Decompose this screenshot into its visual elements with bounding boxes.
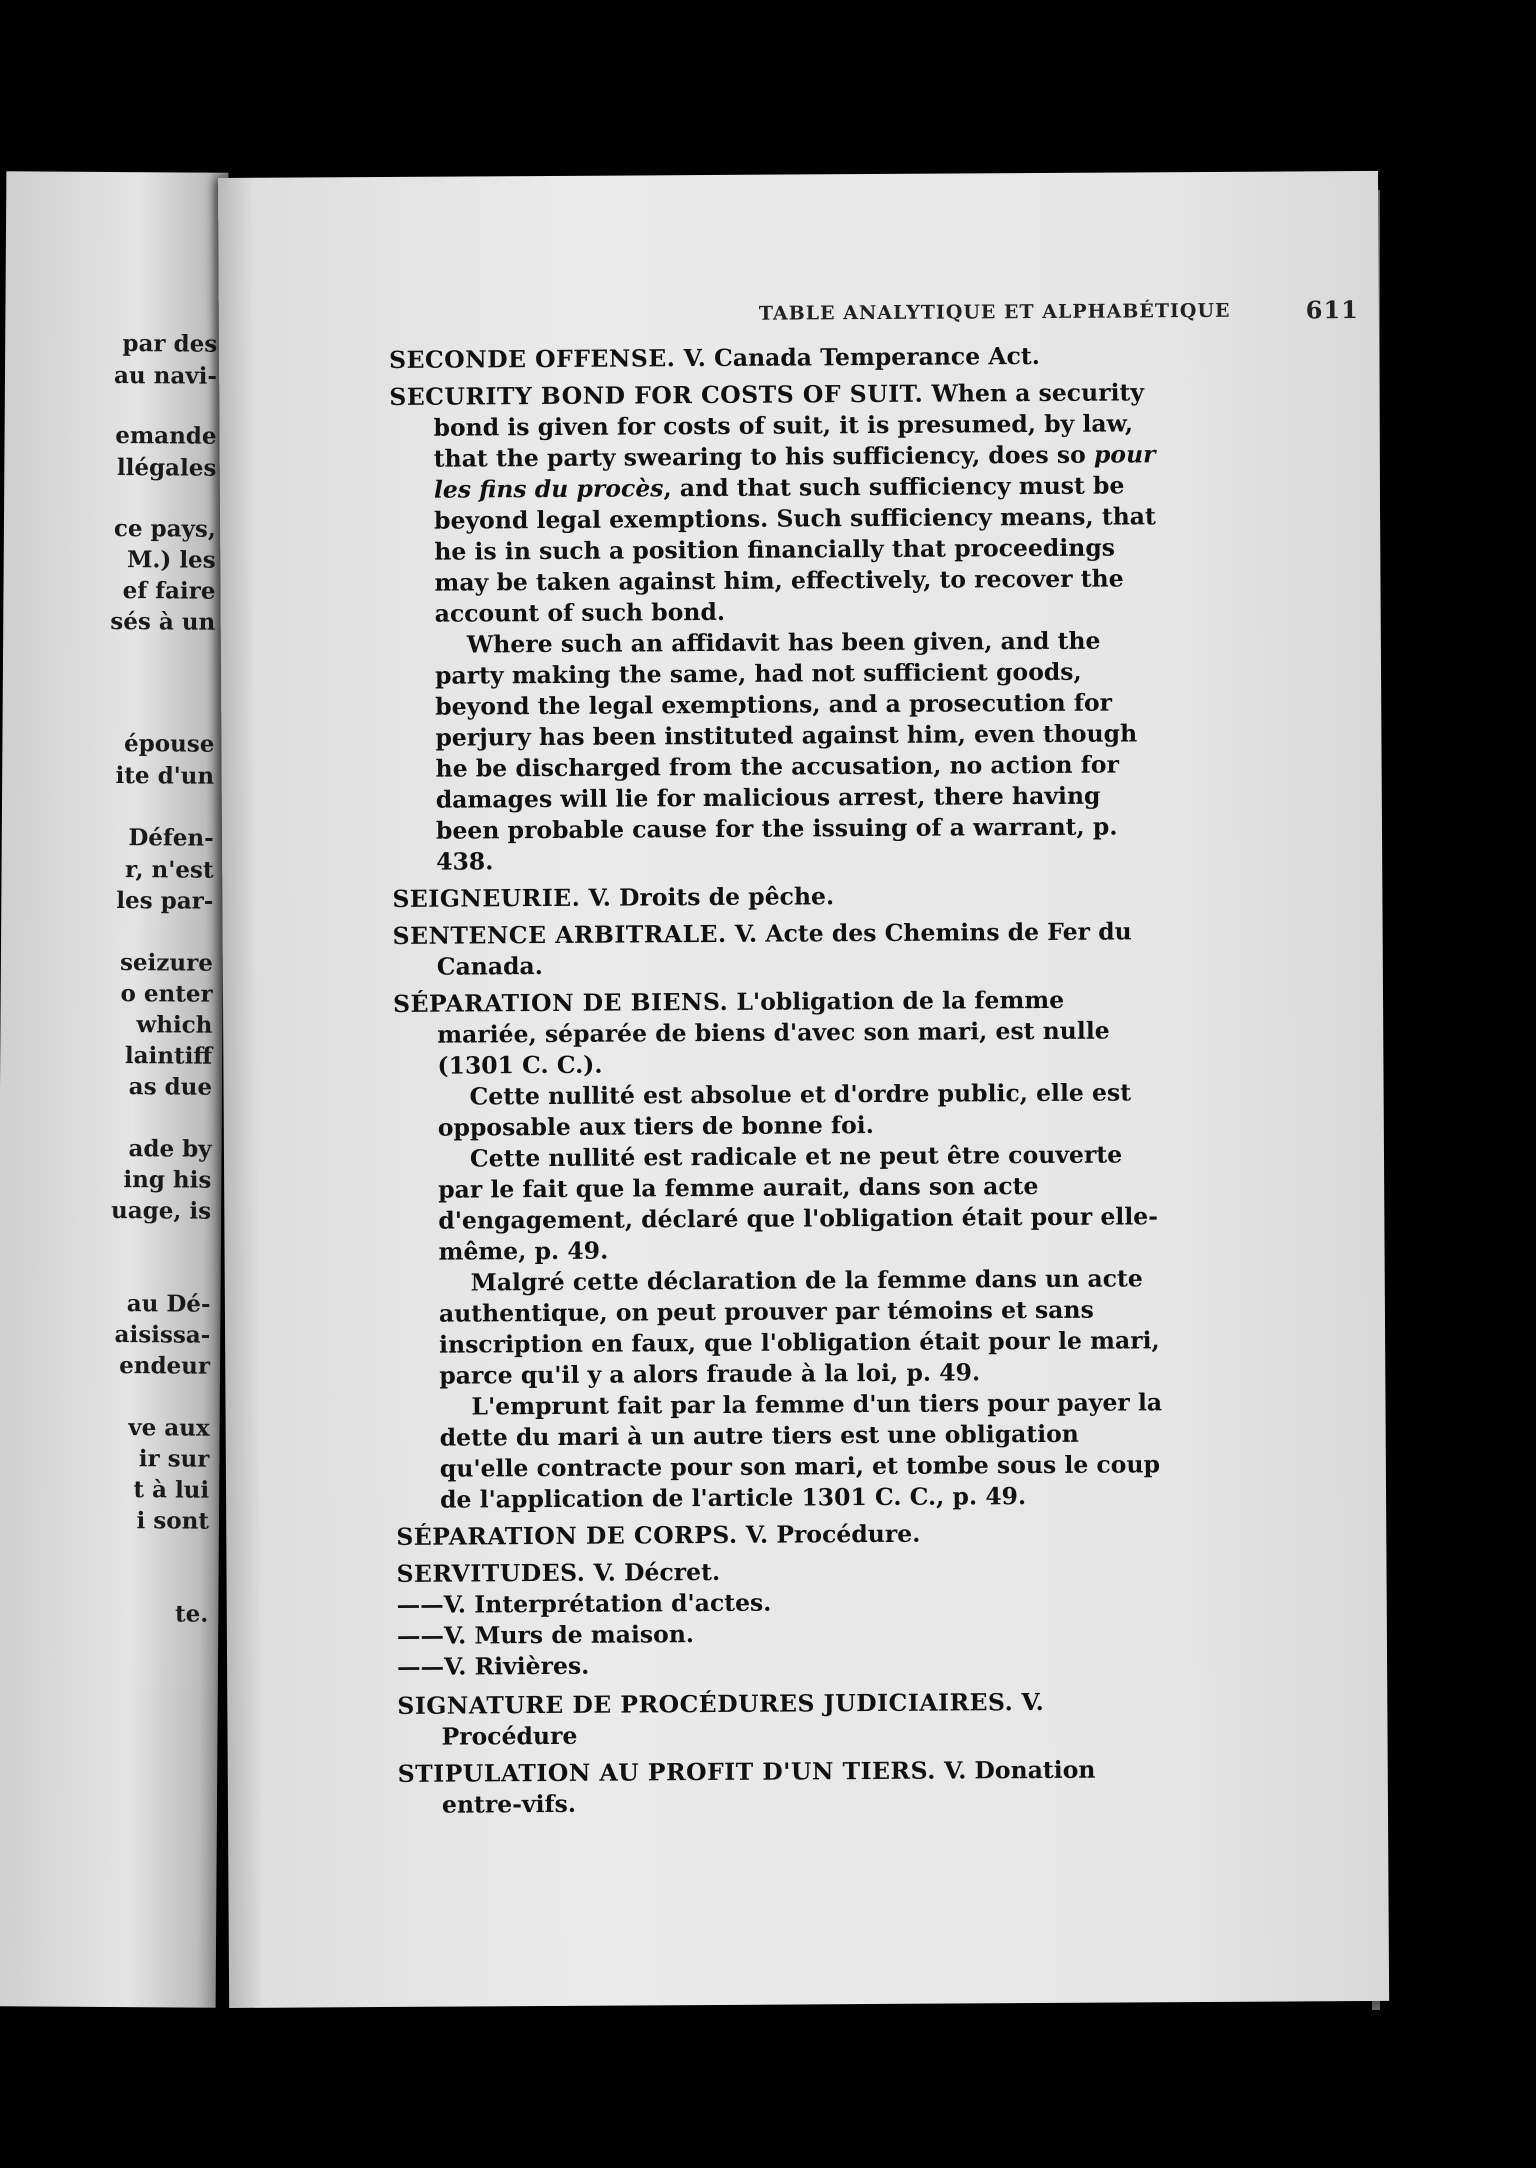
- entry-text: V. Procédure: [441, 1687, 1044, 1751]
- sub-entry: ——V. Interprétation d'actes.: [396, 1588, 772, 1619]
- entry-paragraph: Malgré cette déclaration de la femme dans un acte authentique, on peut prouver par témoins et sans inscription en faux, que l'obligation était pour le mari, parce qu'il y a alors fraude à la loi, p. 49.: [438, 1264, 1160, 1390]
- entry-text: V. Acte des Chemins de Fer du Canada.: [436, 917, 1132, 981]
- left-text-fragment: M.) les: [126, 546, 216, 574]
- sub-entry: ——V. Rivières.: [397, 1651, 590, 1681]
- right-page: [218, 171, 1389, 2008]
- entry-heading: SÉPARATION DE BIENS.: [392, 987, 729, 1018]
- left-text-fragment: ite d'un: [115, 762, 215, 790]
- sub-entry: ——V. Murs de maison.: [396, 1620, 695, 1650]
- index-content: [389, 340, 1176, 1827]
- entry-heading: SIGNATURE DE PROCÉDURES JUDICIAIRES.: [397, 1688, 1014, 1720]
- index-entry-separation-de-biens: [393, 984, 1172, 1082]
- entry-paragraph: Where such an affidavit has been given, and the party making the same, had not sufficient goods, beyond the legal exemptions, and a prosecution for perjury has been instituted against him, even though he be discharged from the accusation, no action for damages will lie for malicious arrest, there having been probable cause for the issuing of a warrant, p. 438.: [434, 626, 1138, 876]
- left-text-fragment: r, n'est: [125, 856, 214, 884]
- left-text-fragment: ing his: [123, 1166, 212, 1194]
- index-entry-seigneurie: [392, 879, 1170, 915]
- entry-heading: SERVITUDES.: [396, 1558, 586, 1588]
- entry-paragraph: Cette nullité est radicale et ne peut être couverte par le fait que la femme aurait, dans son acte d'engagement, déclaré que l'obligation était pour elle-même, p. 49.: [438, 1140, 1159, 1266]
- left-text-fragment: o enter: [120, 980, 213, 1008]
- left-text-fragment: au navi-: [113, 362, 218, 390]
- entry-heading: SECURITY BOND FOR COSTS OF SUIT.: [389, 379, 924, 411]
- entry-text: L'obligation de la femme mariée, séparée de biens d'avec son mari, est nulle (1301 C. C.).: [437, 985, 1110, 1080]
- left-text-fragment: ade by: [128, 1135, 212, 1163]
- left-text-fragment: ef faire: [122, 577, 216, 605]
- left-text-fragment: llégales: [116, 454, 217, 482]
- left-text-fragment: ce pays,: [113, 515, 217, 543]
- entry-text: V. Droits de pêche.: [580, 882, 835, 912]
- left-text-fragment: i sont: [136, 1507, 210, 1535]
- left-text-fragment: uage, is: [111, 1197, 212, 1225]
- entry-heading: SÉPARATION DE CORPS.: [396, 1520, 738, 1551]
- entry-heading: SEIGNEURIE.: [392, 883, 581, 913]
- left-text-fragment: ve aux: [128, 1414, 210, 1442]
- entry-heading: SECONDE OFFENSE.: [389, 344, 676, 374]
- index-entry-security-bond: [389, 377, 1169, 630]
- left-text-fragment: les par-: [116, 887, 214, 915]
- left-text-fragment: which: [136, 1011, 213, 1039]
- entry-text: When a security bond is given for costs of suit, it is presumed, by law, that the party swearing to his sufficiency, does so: [433, 378, 1145, 473]
- left-text-fragment: emande: [115, 422, 217, 450]
- left-text-fragment: aisissa-: [114, 1321, 211, 1349]
- left-text-fragment: laintiff: [124, 1042, 213, 1070]
- left-text-fragment: Défen-: [128, 824, 214, 852]
- entry-text: V. Décret.: [585, 1557, 721, 1587]
- entry-paragraph: Cette nullité est absolue et d'ordre public, elle est opposable aux tiers de bonne foi.: [437, 1078, 1132, 1142]
- index-entry-sentence-arbitrale: [393, 916, 1171, 983]
- running-title: TABLE ANALYTIQUE ET ALPHABÉTIQUE: [758, 299, 1231, 325]
- left-text-fragment: sés à un: [110, 607, 216, 636]
- left-text-fragment: ir sur: [138, 1445, 210, 1473]
- index-entry-seconde-offense: [389, 340, 1167, 376]
- index-entry-signature: [397, 1686, 1175, 1753]
- index-entry-servitudes: [396, 1554, 1174, 1590]
- page-header: [539, 295, 1359, 325]
- left-text-fragment: au Dé-: [126, 1290, 211, 1318]
- index-entry-stipulation: [398, 1754, 1176, 1821]
- entry-text: , and that such sufficiency must be beyond legal exemptions. Such sufficiency means, that he is in such a position financially that proceedings may be taken against him, effectively, to recover the account of such bond.: [434, 471, 1156, 628]
- left-page-fragment: [0, 171, 228, 2008]
- entry-text: V. Procédure.: [737, 1519, 921, 1549]
- index-entry-separation-de-corps: [396, 1517, 1174, 1553]
- left-text-fragment: par des: [122, 330, 218, 358]
- left-text-fragment: seizure: [119, 949, 213, 977]
- entry-text: V. Canada Temperance Act.: [675, 341, 1040, 373]
- entry-heading: SENTENCE ARBITRALE.: [392, 919, 727, 950]
- entry-text: V. Donation entre-vifs.: [441, 1755, 1096, 1819]
- entry-heading: STIPULATION AU PROFIT D'UN TIERS.: [397, 1756, 936, 1788]
- page-number: 611: [1305, 295, 1359, 325]
- left-text-fragment: endeur: [119, 1352, 211, 1380]
- entry-paragraph: L'emprunt fait par la femme d'un tiers pour payer la dette du mari à un autre tiers est une obligation qu'elle contracte pour son mari, et tombe sous le coup de l'application de l'article 1301 C. C., p. 49.: [439, 1388, 1163, 1514]
- left-text-fragment: t à lui: [133, 1476, 210, 1504]
- left-text-fragment: épouse: [123, 730, 215, 758]
- entry-italic-text: pour les fins du procès: [433, 440, 1156, 504]
- left-text-fragment: as due: [128, 1073, 213, 1101]
- left-text-fragment: te.: [174, 1600, 209, 1628]
